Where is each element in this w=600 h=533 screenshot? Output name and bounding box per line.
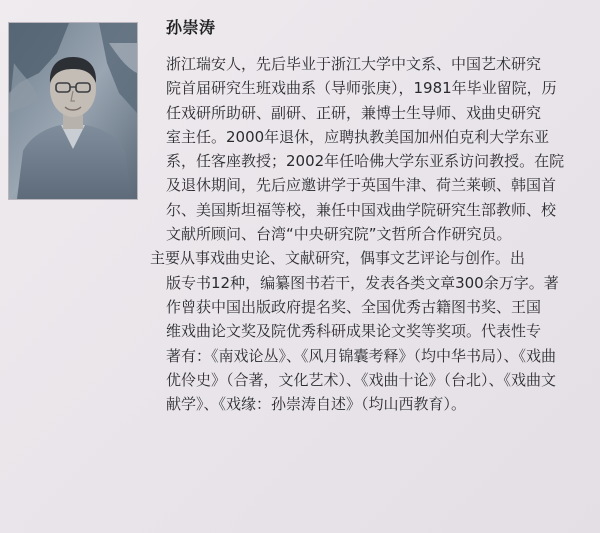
bio-line: 院首届研究生班戏曲系（导师张庚），1981年毕业留院，历 bbox=[166, 79, 557, 98]
bio-line: 尔、美国斯坦福等校，兼任中国戏曲学院研究生部教师、校 bbox=[166, 200, 557, 219]
bio-paragraph-2 bbox=[150, 246, 586, 416]
bio-line: 及退休期间，先后应邀讲学于英国牛津、荷兰莱顿、韩国首 bbox=[166, 176, 557, 195]
bio-line: 室主任。2000年退休，应聘执教美国加州伯克利大学东亚 bbox=[166, 127, 550, 146]
bio-line: 系，任客座教授；2002年任哈佛大学东亚系访问教授。在院 bbox=[166, 152, 565, 171]
bio-line: 主要从事戏曲史论、文献研究，偶事文艺评论与创作。出 bbox=[150, 249, 526, 268]
bio-line: 版专书12种，编纂图书若干，发表各类文章300余万字。著 bbox=[166, 273, 559, 292]
bio-line: 著有：《南戏论丛》、《风月锦囊考释》（均中华书局）、《戏曲 bbox=[166, 346, 557, 365]
author-name: 孙崇涛 bbox=[166, 18, 216, 37]
author-bio bbox=[150, 18, 586, 416]
bio-line: 维戏曲论文奖及院优秀科研成果论文奖等奖项。代表性专 bbox=[166, 322, 542, 341]
bio-line: 浙江瑞安人，先后毕业于浙江大学中文系、中国艺术研究 bbox=[166, 55, 542, 73]
author-portrait-photo bbox=[8, 22, 138, 200]
bio-paragraph-1 bbox=[166, 52, 586, 246]
bio-line: 优伶史》（合著，文化艺术）、《戏曲十论》（台北）、《戏曲文 bbox=[166, 370, 557, 389]
bio-line: 任戏研所助研、副研、正研，兼博士生导师、戏曲史研究 bbox=[166, 103, 542, 122]
bio-line: 献学》、《戏缘：孙崇涛自述》（均山西教育）。 bbox=[166, 395, 467, 414]
bio-line: 作曾获中国出版政府提名奖、全国优秀古籍图书奖、王国 bbox=[166, 297, 542, 316]
bio-line: 文献所顾问、台湾“中央研究院”文哲所合作研究员。 bbox=[166, 225, 512, 244]
